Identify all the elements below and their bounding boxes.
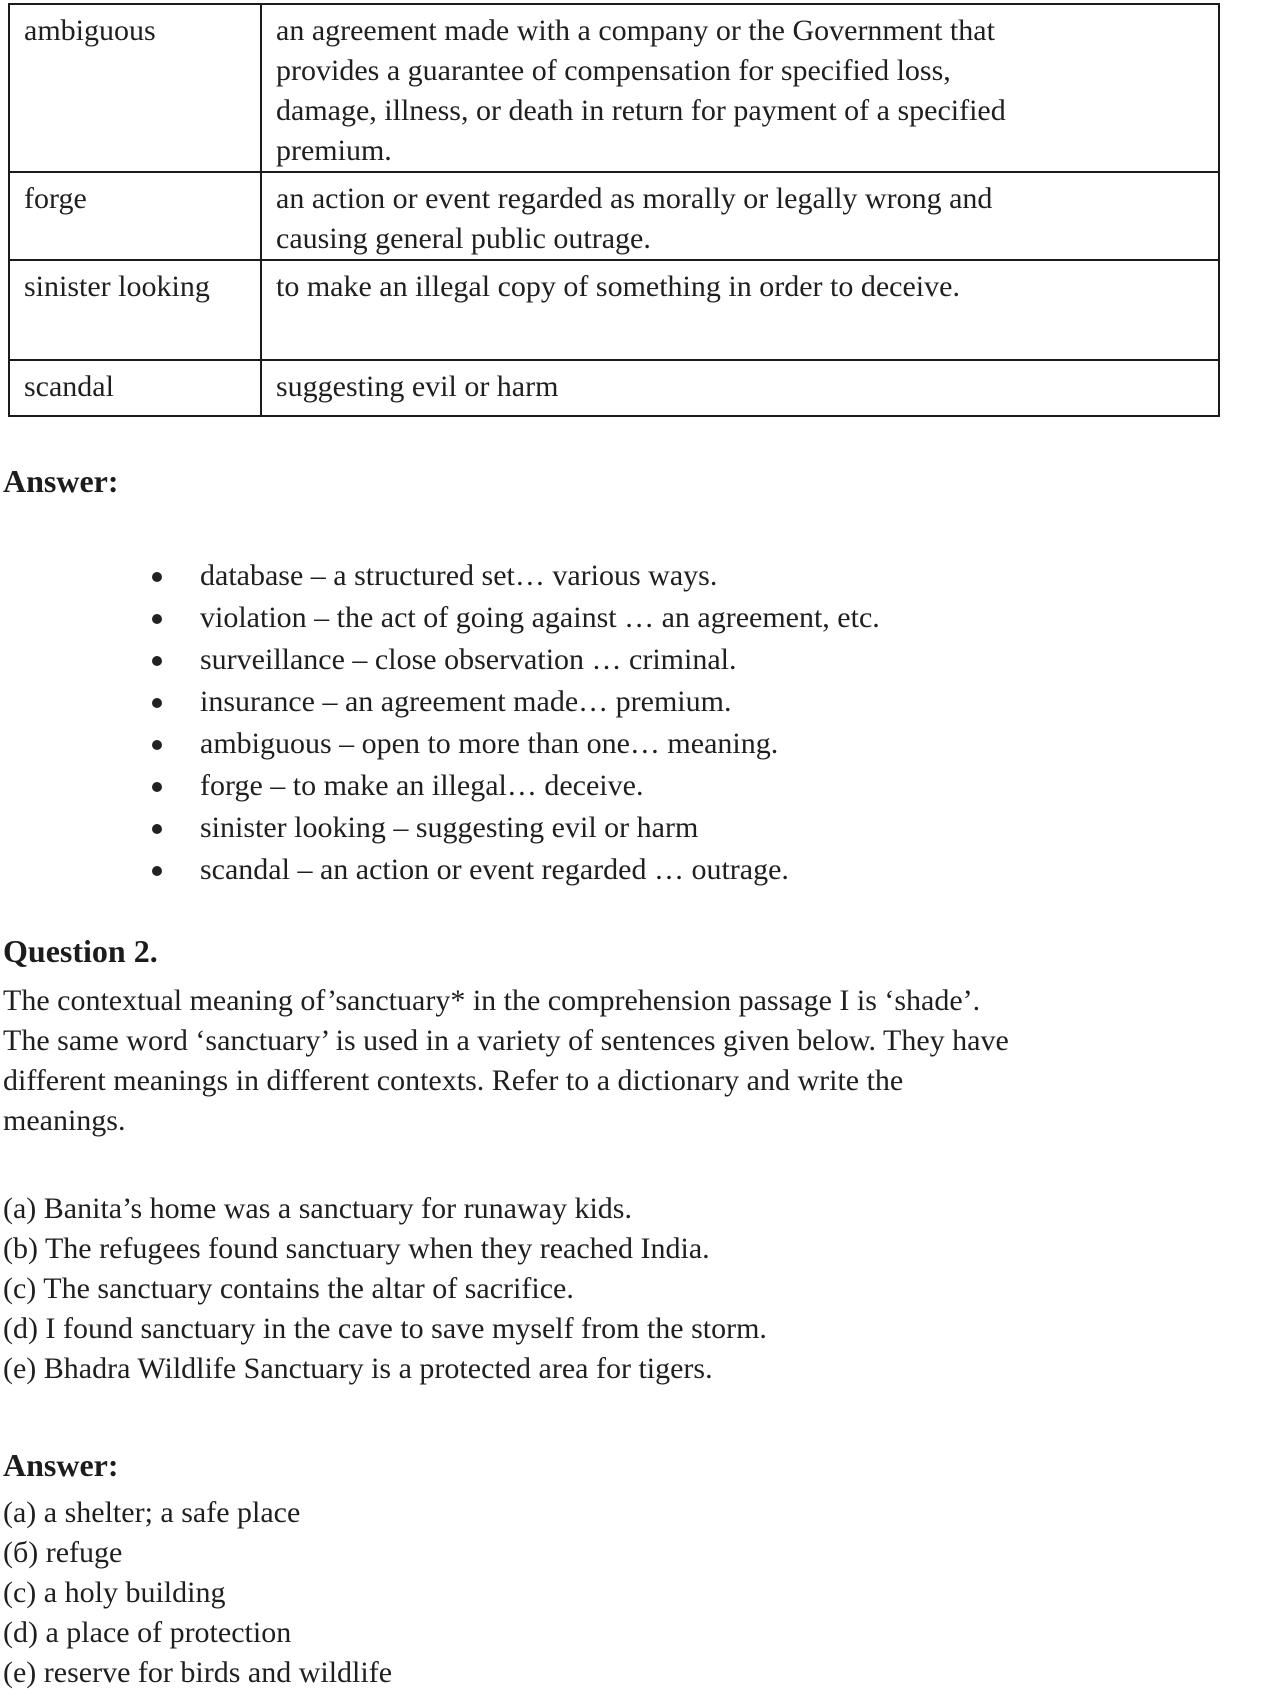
- definition-line: an action or event regarded as morally or legally wrong and: [276, 182, 993, 215]
- definition-line: suggesting evil or harm: [276, 370, 559, 403]
- bullet-item: [0, 723, 1273, 765]
- definition-cell: [261, 4, 1219, 172]
- bullet-item: [0, 765, 1273, 807]
- bullet-item: [0, 849, 1273, 891]
- bullet-text: forge – to make an illegal… deceive.: [200, 769, 644, 802]
- intro-line: The contextual meaning of’sanctuary* in the comprehension passage I is ‘shade’.: [3, 984, 981, 1017]
- term-cell: [9, 4, 261, 172]
- intro-line: The same word ‘sanctuary’ is used in a variety of sentences given below. They have: [3, 1024, 1009, 1057]
- answer-heading: Answer:: [3, 1447, 119, 1483]
- bullet-text: sinister looking – suggesting evil or harm: [200, 811, 699, 844]
- bullet-dot-icon: [152, 614, 162, 624]
- bullet-item: [0, 597, 1273, 639]
- answer-bullet-list: [0, 555, 1273, 891]
- vocab-table: [8, 3, 1220, 417]
- term-text: scandal: [24, 370, 114, 403]
- intro-line: different meanings in different contexts. Refer to a dictionary and write the: [3, 1064, 904, 1097]
- sentence-line: (a) Banita’s home was a sanctuary for runaway kids.: [3, 1192, 632, 1225]
- bullet-dot-icon: [152, 572, 162, 582]
- bullet-dot-icon: [152, 824, 162, 834]
- definition-line: provides a guarantee of compensation for specified loss,: [276, 54, 951, 87]
- definition-line: damage, illness, or death in return for payment of a specified: [276, 94, 1006, 127]
- definition-cell: [261, 360, 1219, 416]
- table-row: [9, 4, 1219, 172]
- sentence-line: (e) Bhadra Wildlife Sanctuary is a protected area for tigers.: [3, 1352, 713, 1385]
- sentence-line: (b) The refugees found sanctuary when they reached India.: [3, 1232, 710, 1265]
- bullet-text: scandal – an action or event regarded … outrage.: [200, 853, 789, 886]
- table-row: [9, 360, 1219, 416]
- answer-line: (e) reserve for birds and wildlife: [3, 1656, 393, 1689]
- bullet-dot-icon: [152, 656, 162, 666]
- bullet-dot-icon: [152, 740, 162, 750]
- definition-line: premium.: [276, 134, 392, 167]
- table-row: [9, 260, 1219, 360]
- bullet-item: [0, 807, 1273, 849]
- bullet-item: [0, 555, 1273, 597]
- table-row: [9, 172, 1219, 260]
- question-heading: Question 2.: [3, 933, 158, 969]
- term-cell: [9, 360, 261, 416]
- bullet-text: ambiguous – open to more than one… meaning.: [200, 727, 779, 760]
- bullet-text: database – a structured set… various ways.: [200, 559, 718, 592]
- answer-item-list: [3, 1493, 1273, 1693]
- bullet-text: violation – the act of going against … an agreement, etc.: [200, 601, 880, 634]
- term-cell: [9, 260, 261, 360]
- bullet-text: surveillance – close observation … criminal.: [200, 643, 737, 676]
- sentence-line: (d) I found sanctuary in the cave to save myself from the storm.: [3, 1312, 767, 1345]
- answer-line: (б) refuge: [3, 1536, 123, 1569]
- bullet-dot-icon: [152, 782, 162, 792]
- definition-line: causing general public outrage.: [276, 222, 651, 255]
- term-text: ambiguous: [24, 14, 156, 47]
- bullet-dot-icon: [152, 866, 162, 876]
- definition-cell: [261, 260, 1219, 360]
- bullet-item: [0, 681, 1273, 723]
- term-cell: [9, 172, 261, 260]
- bullet-item: [0, 639, 1273, 681]
- question-sentence-list: [3, 1189, 1273, 1389]
- sentence-line: (c) The sanctuary contains the altar of sacrifice.: [3, 1272, 574, 1305]
- intro-line: meanings.: [3, 1104, 126, 1137]
- answer-line: (c) a holy building: [3, 1576, 226, 1609]
- answer-heading: Answer:: [3, 463, 119, 499]
- bullet-text: insurance – an agreement made… premium.: [200, 685, 732, 718]
- definition-line: an agreement made with a company or the Government that: [276, 14, 995, 47]
- question-intro-paragraph: [3, 981, 1273, 1141]
- definition-cell: [261, 172, 1219, 260]
- answer-line: (a) a shelter; a safe place: [3, 1496, 301, 1529]
- definition-line: to make an illegal copy of something in order to deceive.: [276, 270, 960, 303]
- bullet-dot-icon: [152, 698, 162, 708]
- answer-line: (d) a place of protection: [3, 1616, 292, 1649]
- term-text: sinister looking: [24, 270, 210, 303]
- term-text: forge: [24, 182, 87, 215]
